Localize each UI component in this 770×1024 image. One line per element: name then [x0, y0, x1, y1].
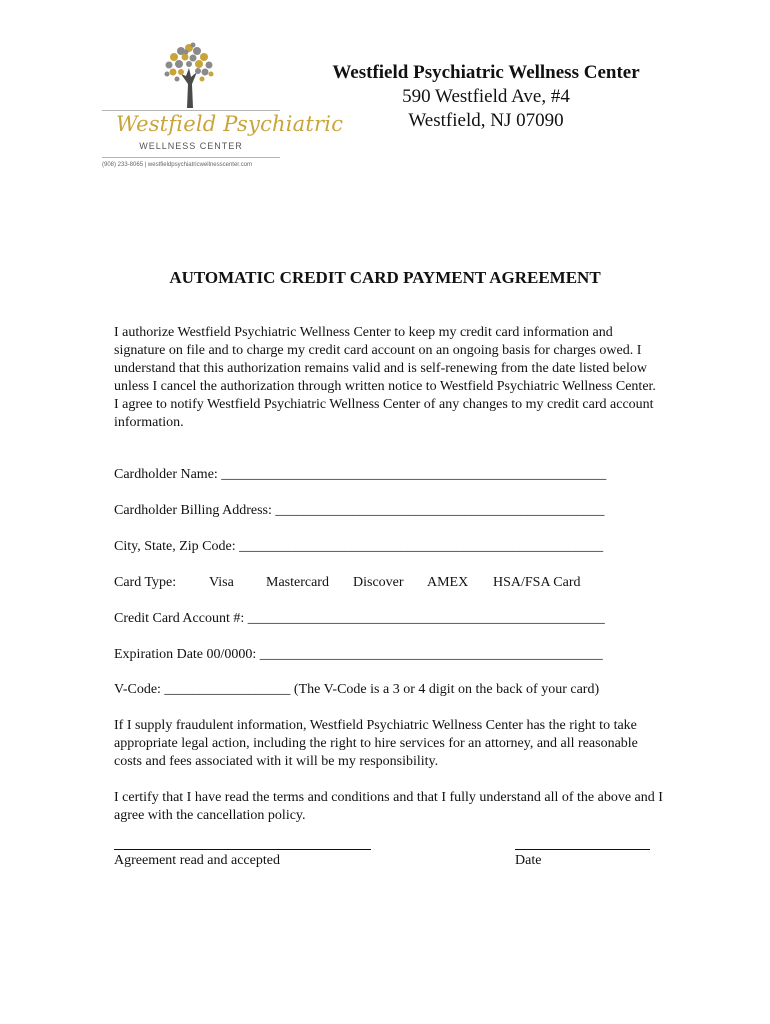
logo-subtitle: WELLNESS CENTER — [139, 141, 243, 151]
clinic-name: Westfield Psychiatric Wellness Center — [332, 62, 640, 83]
clinic-address-block — [300, 61, 672, 133]
billing-address-field[interactable]: Cardholder Billing Address: _______________________________________________ — [114, 503, 605, 518]
agreement-signature[interactable] — [114, 849, 371, 869]
agreement-label: Agreement read and accepted — [114, 853, 280, 868]
date-signature[interactable] — [515, 849, 650, 869]
card-type-amex[interactable]: AMEX — [427, 575, 469, 590]
clinic-logo — [102, 40, 344, 174]
expiration-date-field[interactable]: Expiration Date 00/0000: _________________________________________________ — [114, 647, 603, 662]
cardholder-name-field[interactable]: Cardholder Name: _______________________________________________________ — [114, 467, 607, 482]
card-type-mastercard[interactable]: Mastercard — [266, 575, 329, 590]
date-signature-line — [515, 849, 650, 850]
card-type-discover[interactable]: Discover — [353, 575, 404, 590]
date-label: Date — [515, 853, 542, 868]
account-number-field[interactable]: Credit Card Account #: ___________________________________________________ — [114, 611, 605, 626]
page-title: AUTOMATIC CREDIT CARD PAYMENT AGREEMENT — [169, 268, 601, 287]
card-type-label: Card Type: — [114, 575, 177, 590]
fraud-paragraph: If I supply fraudulent information, Westfield Psychiatric Wellness Center has the right to take appropriate legal action, including the right to hire services for an attorney, and all reasonable costs and fees associated with it will be my responsibility. — [114, 718, 638, 769]
logo-divider-top — [102, 110, 280, 111]
vcode-field[interactable]: V-Code: __________________ (The V-Code is a 3 or 4 digit on the back of your card) — [114, 682, 600, 697]
clinic-address-line2: Westfield, NJ 07090 — [408, 110, 564, 131]
tree-icon — [159, 40, 219, 108]
logo-script-name: Westfield Psychiatric — [116, 112, 344, 136]
agreement-signature-line — [114, 849, 371, 850]
logo-divider-bottom — [102, 157, 280, 158]
certify-paragraph: I certify that I have read the terms and conditions and that I fully understand all of the above and I agree with the cancellation policy. — [114, 790, 663, 823]
card-type-row — [114, 575, 581, 591]
logo-contact: (908) 233-8065 | westfieldpsychiatricwellnesscenter.com — [102, 162, 252, 168]
authorization-paragraph: I authorize Westfield Psychiatric Wellness Center to keep my credit card information and signature on file and to charge my credit card account on an ongoing basis for charges owed. I understand that this authorization remains valid and is self-renewing from the date listed below unless I cancel the authorization through written notice to Westfield Psychiatric Wellness Center. I agree to notify Westfield Psychiatric Wellness Center of any changes to my credit card account information. — [114, 325, 656, 430]
card-type-visa[interactable]: Visa — [209, 575, 234, 590]
city-state-zip-field[interactable]: City, State, Zip Code: ____________________________________________________ — [114, 539, 604, 554]
clinic-address-line1: 590 Westfield Ave, #4 — [402, 86, 570, 107]
card-type-hsa-fsa[interactable]: HSA/FSA Card — [493, 575, 581, 590]
